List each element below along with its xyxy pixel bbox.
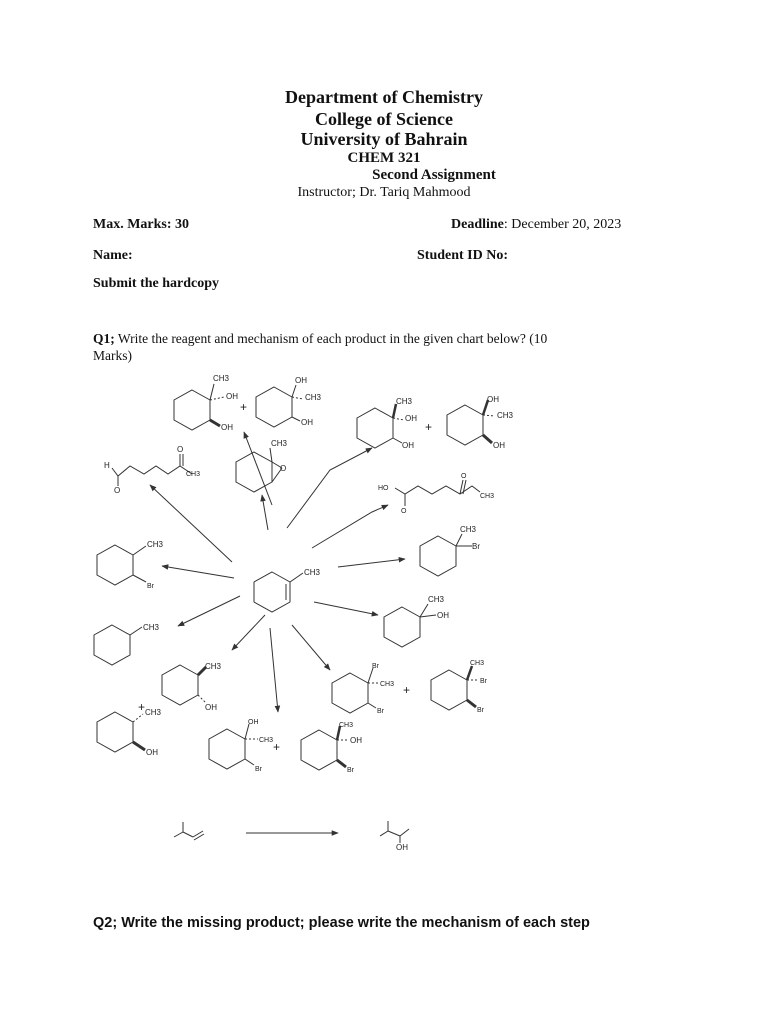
name-label: Name: <box>93 248 133 263</box>
product-keto-acid <box>378 473 494 515</box>
svg-text:O: O <box>461 473 467 480</box>
product-trans-alcohol-1 <box>162 662 222 712</box>
deadline-label: Deadline <box>451 217 504 232</box>
student-id-label: Student ID No: <box>417 248 509 263</box>
max-marks: Max. Marks: 30 <box>93 217 190 232</box>
ring <box>254 572 290 612</box>
product-tertiary-bromide <box>420 525 480 576</box>
product-trans-alcohol-2 <box>97 708 162 757</box>
product-bromohydrin-1 <box>209 719 273 773</box>
svg-text:OH: OH <box>396 843 408 852</box>
svg-text:OH: OH <box>248 719 259 726</box>
ch3-label: CH3 <box>304 568 321 577</box>
svg-text:H: H <box>104 461 110 470</box>
svg-text:Br: Br <box>347 767 354 774</box>
arrow-to-bromide-tertiary <box>338 559 405 567</box>
product-tertiary-alcohol <box>384 595 449 647</box>
arrow-to-ketoacid <box>312 505 388 548</box>
svg-text:CH3: CH3 <box>428 595 445 604</box>
product-cis-diol-2 <box>256 376 322 427</box>
reactant-methylcyclohexene <box>254 568 321 612</box>
q2-label: Q2; <box>93 915 118 931</box>
svg-text:Br: Br <box>372 663 379 670</box>
product-trans-diol-1 <box>357 397 417 450</box>
svg-text:Br: Br <box>255 766 262 773</box>
svg-text:OH: OH <box>350 736 362 745</box>
course-code: CHEM 321 <box>347 150 421 166</box>
department-title: Department of Chemistry <box>285 87 483 107</box>
arrow-to-methylcyclohexane <box>178 596 240 626</box>
svg-text:CH3: CH3 <box>259 737 274 744</box>
svg-text:OH: OH <box>402 441 414 450</box>
svg-text:O: O <box>114 486 121 495</box>
submit-note: Submit the hardcopy <box>93 276 220 291</box>
svg-text:CH3: CH3 <box>145 708 162 717</box>
svg-text:Br: Br <box>477 707 484 714</box>
svg-text:CH3: CH3 <box>213 374 230 383</box>
svg-text:OH: OH <box>487 395 499 404</box>
svg-text:OH: OH <box>146 748 158 757</box>
product-dibromide-1 <box>332 663 394 715</box>
product-secondary-bromide <box>97 540 164 590</box>
arrow-to-bromide-secondary <box>162 566 234 578</box>
plus-sign: + <box>425 420 433 434</box>
product-bromohydrin-2 <box>301 722 362 774</box>
product-cis-diol-1 <box>174 374 238 432</box>
arrow-to-diol-right <box>287 448 372 528</box>
arrow-to-tertiary-alcohol <box>314 602 378 615</box>
plus-sign: + <box>273 740 281 754</box>
plus-sign: + <box>403 683 411 697</box>
svg-text:CH3: CH3 <box>460 525 477 534</box>
product-dibromide-2 <box>431 660 488 714</box>
svg-text:OH: OH <box>221 423 233 432</box>
product-trans-diol-2 <box>447 395 514 450</box>
svg-text:HO: HO <box>378 485 389 492</box>
university-title: University of Bahrain <box>300 129 468 149</box>
plus-sign: + <box>138 700 146 714</box>
svg-text:CH3: CH3 <box>380 681 395 688</box>
svg-text:OH: OH <box>405 414 417 423</box>
svg-text:CH3: CH3 <box>147 540 164 549</box>
deadline-value: : December 20, 2023 <box>503 217 622 232</box>
svg-text:OH: OH <box>205 703 217 712</box>
svg-text:O: O <box>401 508 407 515</box>
svg-text:CH3: CH3 <box>271 439 288 448</box>
svg-text:CH3: CH3 <box>339 722 354 729</box>
instructor-line: Instructor; Dr. Tariq Mahmood <box>297 185 471 200</box>
assignment-title: Second Assignment <box>372 167 496 183</box>
svg-text:Br: Br <box>377 708 384 715</box>
plus-sign: + <box>240 400 248 414</box>
svg-text:O: O <box>177 445 184 454</box>
svg-text:CH3: CH3 <box>305 393 322 402</box>
svg-text:OH: OH <box>301 418 313 427</box>
arrow-to-epoxide <box>262 495 268 530</box>
svg-text:O: O <box>280 464 287 473</box>
arrow-to-diol-top <box>244 432 272 505</box>
svg-text:OH: OH <box>295 376 307 385</box>
svg-text:OH: OH <box>437 611 449 620</box>
product-secondary-alcohol <box>380 821 409 852</box>
svg-text:CH3: CH3 <box>186 471 201 478</box>
arrow-to-bromohydrin <box>270 628 278 712</box>
reactant-3-methylbutene <box>174 822 204 840</box>
q1-label: Q1; <box>93 331 115 346</box>
svg-text:CH3: CH3 <box>497 411 514 420</box>
svg-text:CH3: CH3 <box>143 623 160 632</box>
q1-text: Write the reagent and mechanism of each product in the given chart below? (10 <box>114 331 548 346</box>
svg-text:OH: OH <box>493 441 505 450</box>
q2-question <box>93 915 590 931</box>
svg-text:CH3: CH3 <box>396 397 413 406</box>
svg-text:CH3: CH3 <box>470 660 485 667</box>
svg-text:OH: OH <box>226 392 238 401</box>
svg-text:Br: Br <box>147 583 154 590</box>
arrow-to-trans-alcohol <box>232 615 265 650</box>
college-title: College of Science <box>315 109 453 129</box>
q2-text: Write the missing product; please write the mechanism of each step <box>117 915 590 931</box>
product-epoxide <box>236 439 288 492</box>
methyl-bond <box>290 573 303 582</box>
svg-text:CH3: CH3 <box>205 662 222 671</box>
arrow-to-ketoaldehyde <box>150 485 232 562</box>
svg-text:Br: Br <box>480 678 487 685</box>
arrow-to-dibromide <box>292 625 330 670</box>
q1-text-continued: Marks) <box>93 348 132 363</box>
svg-text:CH3: CH3 <box>480 493 495 500</box>
svg-text:Br: Br <box>472 542 480 551</box>
product-methylcyclohexane <box>94 623 160 665</box>
